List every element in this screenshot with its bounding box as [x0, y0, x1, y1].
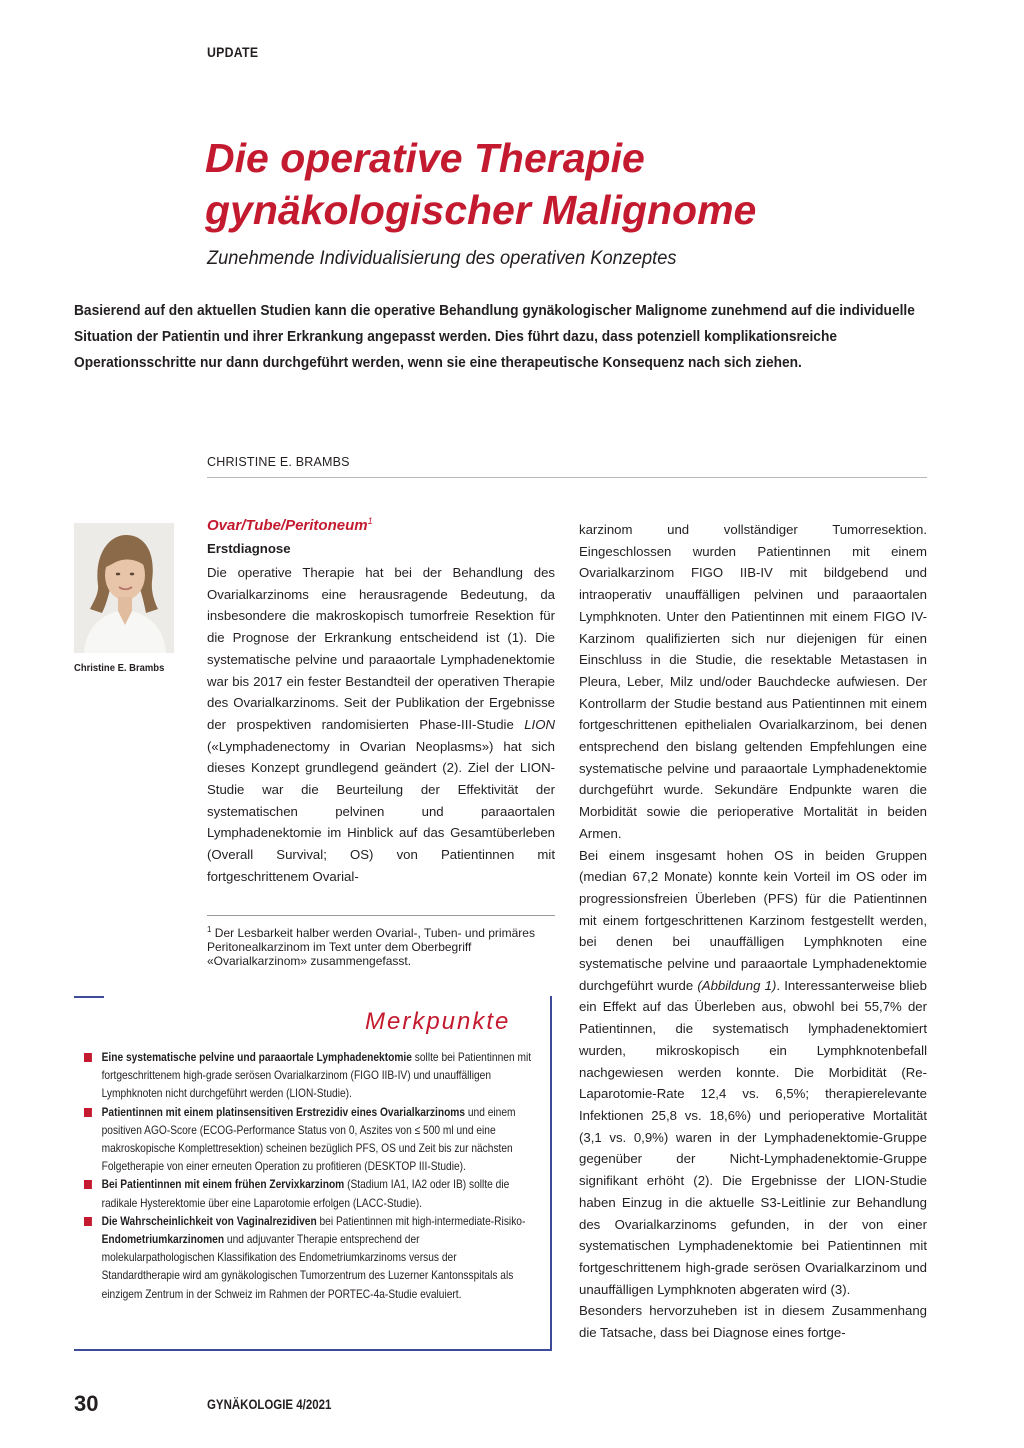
list-item-text: (Stadium IA1, IA2 oder IB) sollte die radikale Hysterektomie über eine Laparotomie erfolgen (LACC-Studie).: [101, 1178, 510, 1210]
col2-paragraph-3: Besonders hervorzuheben ist in diesem Zusammenhang die Tatsache, dass bei Diagnose eines fortge-: [579, 1303, 927, 1341]
list-item-bold: Patientinnen mit einem platinsensitiven Erstrezidiv eines Ovarialkarzinoms: [101, 1105, 466, 1119]
col1-text-b: («Lymphadenectomy in Ovarian Neoplasms») hat sich dieses Konzept grundlegend geändert (2). Ziel der LION-Studie war die Beurteilung der Effektivität der systematischen pelvinen und paraaortalen Lymphadenektomie im Hinblick auf das Gesamtüberleben (Overall Survival; OS) von Patientinnen mit fortgeschrittenem Ovarial-: [207, 738, 555, 884]
list-item-text: und adjuvanter Therapie entsprechend der molekularpathologischen Klassifikation des Endometriumkarzinoms versus der Standardtherapie wird am gynäkologischen Tumorzentrum des Luzerner Kantonsspitals als einzigem Zentrum in der Schweiz im Rahmen der PORTEC-4a-Studie evaluiert.: [101, 1233, 514, 1301]
body-column-1: [207, 562, 555, 888]
list-item: [84, 1176, 535, 1212]
footnote: [207, 923, 555, 968]
section-heading: [207, 516, 373, 534]
portrait-illustration: [74, 523, 174, 653]
footnote-divider: [207, 915, 555, 916]
journal-issue: GYNÄKOLOGIE 4/2021: [207, 1397, 332, 1412]
article-title: [205, 132, 965, 236]
bullet-square-icon: [84, 1053, 92, 1062]
list-item-bold: Bei Patientinnen mit einem frühen Zervixkarzinom: [101, 1178, 345, 1192]
list-item-bold: Endometriumkarzinomen: [101, 1233, 225, 1247]
merkpunkte-box-top-line: [74, 996, 104, 998]
figure-reference: (Abbildung 1): [697, 977, 777, 993]
list-item-text: sollte bei Patientinnen mit fortgeschrittenem high-grade serösen Ovarialkarzinom (FIGO IIB-IV) und unauffälligen Lymphknoten nicht durchgeführt werden (LION-Studie).: [101, 1051, 532, 1101]
footnote-marker: 1: [367, 516, 373, 526]
author-byline: CHRISTINE E. BRAMBS: [207, 455, 350, 469]
list-item: [84, 1104, 535, 1177]
author-photo: [74, 523, 174, 653]
list-item-text: und einem positiven AGO-Score (ECOG-Performance Status von 0, Aszites von ≤ 500 ml und eine makroskopische Komplettresektion) scheinen bezüglich PFS, OS und Zeit bis zur nächsten Folgetherapie von einer erneuten Operation zu profitieren (DESKTOP III-Studie).: [101, 1105, 516, 1174]
subheading: Erstdiagnose: [207, 541, 291, 556]
article-subtitle: Zunehmende Individualisierung des operativen Konzeptes: [207, 248, 677, 269]
col2-paragraph-1: karzinom und vollständiger Tumorresektion. Eingeschlossen wurden Patientinnen mit einem Ovarialkarzinom FIGO IIB-IV mit bildgebend und intraoperativ unauffälligen pelvinen und paraaortalen Lymphknoten. Unter den Patientinnen mit einem FIGO IV-Karzinom qualifizierten sich nur diejenigen für einen Einschluss in die Studie, die resektable Metastasen in Pleura, Leber, Milz und/oder Bauchdecke aufwiesen. Der Kontrollarm der Studie bestand aus Patientinnen mit einem fortgeschrittenen epithelialen Ovarialkarzinom, bei denen entsprechend den bislang geltenden Empfehlungen eine systematische pelvine und paraaortale Lymphadenektomie durchgeführt wurde. Sekundäre Endpunkte waren die Morbidität sowie die perioperative Mortalität in beiden Armen.: [579, 522, 927, 841]
lion-study-name: LION: [524, 716, 555, 732]
title-line-2: gynäkologischer Malignome: [205, 187, 757, 233]
col2-text-b: . Interessanterweise blieb ein Effekt auf das Überleben aus, obwohl bei 55,7% der Patientinnen, die systematisch lymphadenektomiert wurden, mikroskopisch ein Lymphknotenbefall nachgewiesen werden konnte. Die Morbidität (Re-Laparotomie-Rate 12,4 vs. 6,5%; therapierelevante Infektionen 25,8 vs. 18,6%) und perioperative Mortalität (3,1 vs. 0,9%) waren in der Lymphadenektomie-Gruppe gegenüber der Nicht-Lymphadenektomie-Gruppe signifikant erhöht (2). Die Ergebnisse der LION-Studie haben Einzug in die aktuelle S3-Leitlinie zur Behandlung des Ovarialkarzinoms gefunden, in der von einer systematischen Lymphadenektomie bei Patientinnen mit fortgeschrittenem high-grade serösen Ovarialkarzinom und unauffälligen Lymphknoten abgeraten wird (3).: [579, 977, 927, 1297]
merkpunkte-list: [84, 1049, 535, 1304]
bullet-square-icon: [84, 1180, 92, 1189]
page-number: 30: [74, 1391, 99, 1416]
merkpunkte-title: Merkpunkte: [365, 1008, 511, 1035]
bullet-square-icon: [84, 1217, 92, 1226]
lead-paragraph: Basierend auf den aktuellen Studien kann die operative Behandlung gynäkologischer Malignome zunehmend auf die individuelle Situation der Patientin und ihrer Erkrankung angepasst werden. Dies führt dazu, dass potenziell komplikationsreiche Operationsschritte nur dann durchgeführt werden, wenn sie eine therapeutische Konsequenz nach sich ziehen.: [74, 302, 915, 371]
list-item: [84, 1213, 535, 1304]
col2-paragraph-2: [579, 845, 927, 1301]
section-tag: UPDATE: [207, 44, 259, 60]
list-item: [84, 1049, 535, 1104]
section-heading-text: Ovar/Tube/Peritoneum: [207, 517, 368, 534]
photo-caption: Christine E. Brambs: [74, 662, 165, 674]
byline-divider: [207, 477, 927, 478]
bullet-square-icon: [84, 1108, 92, 1117]
list-item-text: bei Patientinnen mit high-intermediate-Risiko-: [316, 1214, 526, 1228]
footnote-text: Der Lesbarkeit halber werden Ovarial-, Tuben- und primäres Peritonealkarzinom im Text unter dem Oberbegriff «Ovarialkarzinom» zusammengefasst.: [207, 926, 535, 968]
footnote-number: 1: [207, 925, 212, 934]
col2-text-a: Bei einem insgesamt hohen OS in beiden Gruppen (median 67,2 Monate) konnte kein Vorteil im OS oder im progressionsfreien Überleben (PFS) für die Patientinnen mit einem fortgeschrittenen Karzinom festgestellt werden, bei denen bei unauffälligen Lymphknoten eine systematische pelvine und paraaortale Lymphadenektomie durchgeführt wurde: [579, 847, 927, 993]
list-item-bold: Die Wahrscheinlichkeit von Vaginalrezidiven: [101, 1214, 317, 1228]
title-line-1: Die operative Therapie: [205, 135, 645, 181]
list-item-bold: Eine systematische pelvine und paraaortale Lymphadenektomie: [101, 1051, 412, 1064]
col1-text-a: Die operative Therapie hat bei der Behandlung des Ovarialkarzinoms eine herausragende Bedeutung, da insbesondere die makroskopisch tumorfreie Resektion für die Prognose der Erkrankung entscheidend ist (1). Die systematische pelvine und paraaortale Lymphadenektomie war bis 2017 ein fester Bestandteil der operativen Therapie des Ovarialkarzinoms. Seit der Publikation der Ergebnisse der prospektiven randomisierten Phase-III-Studie: [207, 565, 555, 732]
body-column-2: [579, 519, 927, 1344]
